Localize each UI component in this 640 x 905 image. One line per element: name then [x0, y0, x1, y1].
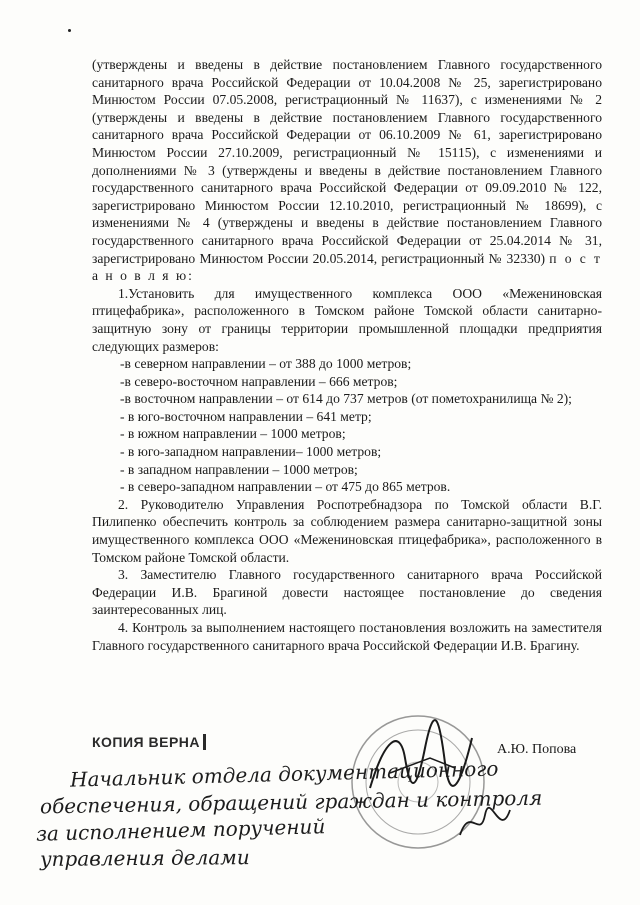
direction-item: - в западном направлении – 1000 метров;: [120, 461, 358, 477]
item-3: 3. Заместителю Главного государственного санитарного врача Российской Федерации И.В. Брагиной довести настоящее постановление до сведения заинтересованных лиц.: [92, 567, 602, 618]
copy-certified-stamp: КОПИЯ ВЕРНА: [92, 734, 206, 750]
handwritten-line: обеспечения, обращений граждан и контроля: [39, 785, 543, 819]
direction-item: - в южном направлении – 1000 метров;: [120, 426, 346, 442]
direction-item: -в восточном направлении – от 614 до 737 метров (от пометохранилища № 2);: [120, 391, 572, 407]
direction-item: - в северо-западном направлении – от 475 до 865 метров.: [120, 479, 451, 495]
item-4: 4. Контроль за выполнением настоящего постановления возложить на заместителя Главного государственного санитарного врача Российской Федерации И.В. Брагину.: [92, 620, 602, 653]
direction-item: - в юго-западном направлении– 1000 метров;: [120, 444, 382, 460]
direction-item: -в северо-восточном направлении – 666 метров;: [120, 373, 398, 389]
directions-list: [92, 355, 602, 496]
resolve-word: п о с т а н о в л я ю:: [92, 250, 602, 284]
handwritten-line: Начальник отдела документационного: [69, 756, 499, 792]
direction-item: - в юго-восточном направлении – 641 метр;: [120, 408, 372, 424]
handwritten-note: [35, 740, 640, 900]
signer-name: А.Ю. Попова: [497, 742, 577, 757]
item-1: 1.Установить для имущественного комплекса ООО «Межениновская птицефабрика», расположенного в Томском районе Томской области санитарно-защитную зону от границы территории промышленной площадки предприятия следующих размеров:: [92, 285, 602, 354]
document-body: [92, 56, 602, 654]
item-2: 2. Руководителю Управления Роспотребнадзора по Томской области В.Г. Пилипенко обеспечить контроль за соблюдением размера санитарно-защитной зоны имущественного комплекса ООО «Межениновская птицефабрика», расположенного в Томском районе Томской области.: [92, 496, 602, 565]
direction-item: -в северном направлении – от 388 до 1000 метров;: [120, 356, 412, 372]
intro-paragraph: (утверждены и введены в действие постановлением Главного государственного санитарного врача Российской Федерации от 10.04.2008 № 25, зарегистрировано Минюстом России 07.05.2008, регистрационный № 11637), с изменениями № 2 (утверждены и введены в действие постановлением Главного государственного санитарного врача Российской Федерации от 06.10.2009 № 61, зарегистрировано Минюстом России 27.10.2009, регистрационный № 15115), с изменениями и дополнениями № 3 (утверждены и введены в действие постановлением Главного государственного санитарного врача Российской Федерации от 09.09.2010 № 122, зарегистрировано Минюстом России 12.10.2010, регистрационный № 18699), с изменениями № 4 (утверждены и введены в действие постановлением Главного государственного санитарного врача Российской Федерации от 25.04.2014 № 31, зарегистрировано Минюстом России 20.05.2014, регистрационный № 32330) п о с т а н о в л я ю:: [92, 57, 602, 284]
scan-speck: [68, 29, 71, 32]
handwritten-line: за исполнением поручений: [35, 814, 326, 846]
handwritten-line: управления делами: [39, 845, 250, 871]
